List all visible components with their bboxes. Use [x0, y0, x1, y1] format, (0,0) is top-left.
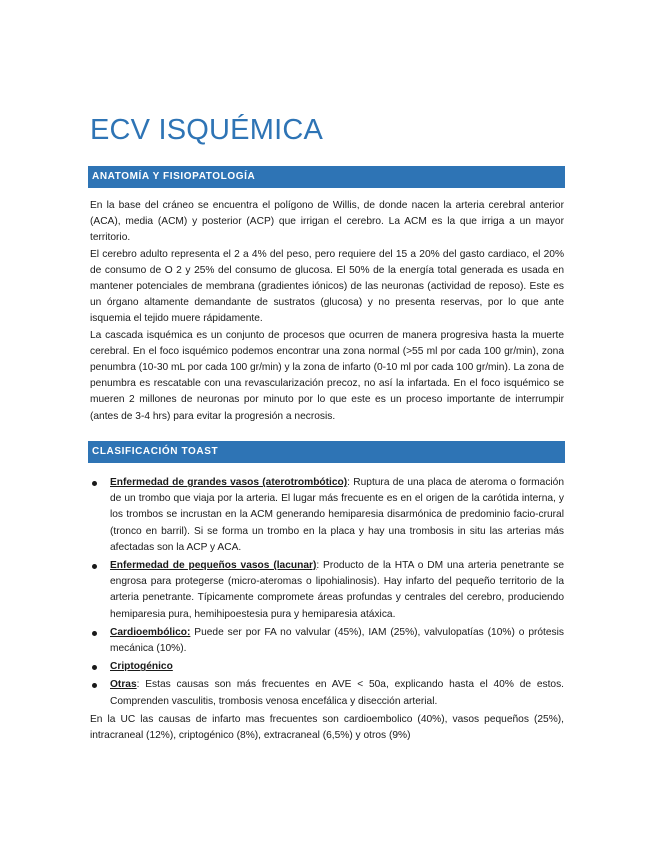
list-item [90, 558, 564, 623]
paragraph: El cerebro adulto representa el 2 a 4% del peso, pero requiere del 15 a 20% del gasto cardiaco, el 20% de consumo de O 2 y 25% del consumo de glucosa. El 50% de la energía total generada es usada en mantener potenciales de membrana (gradientes iónicos) de las neuronas (actividad de reposo). Este es un órgano altamente demandante de sustratos (glucosa) y no presenta reservas, por lo que ante isquemia el tejido muere rápidamente. [90, 248, 564, 325]
section-heading-anatomia: ANATOMÍA Y FISIOPATOLOGÍA [88, 166, 565, 188]
bullet-icon [92, 564, 97, 569]
toast-list [90, 475, 564, 712]
paragraph: La cascada isquémica es un conjunto de procesos que ocurren de manera progresiva hasta la muerte cerebral. En el foco isquémico podemos encontrar una zona normal (>55 ml por cada 100 gr/min), zona penumbra (10-30 mL por cada 100 gr/min) y la zona de infarto (0-10 ml por cada 100 gr/min). La zona de penumbra es rescatable con una revascularización precoz, no así la infartada. En el foco isquémico se mueren 2 millones de neuronas por minuto por lo que este es un proceso importante de interrumpir (antes de 3-4 hrs) para evitar la progresión a necrosis. [90, 329, 564, 422]
paragraph: En la base del cráneo se encuentra el polígono de Willis, de donde nacen la arteria cerebral anterior (ACA), media (ACM) y posterior (ACP) que irrigan el cerebro. La ACM es la que irriga a un mayor territorio. [90, 200, 564, 244]
list-item-term: Enfermedad de pequeños vasos (lacunar) [110, 560, 317, 572]
list-item-term: Enfermedad de grandes vasos (aterotrombótico) [110, 477, 348, 488]
list-item-text: Puede ser por FA no valvular (45%), IAM (25%), valvulopatías (10%) o prótesis mecánica (10%). [110, 626, 564, 655]
document-title: ECV ISQUÉMICA [90, 114, 324, 146]
list-item [90, 677, 564, 709]
closing-paragraph: En la UC las causas de infarto mas frecuentes son cardioembolico (40%), vasos pequeños (25%), intracraneal (12%), criptogénico (8%), extracraneal (6,5%) y otros (9%) [90, 714, 564, 742]
bullet-icon [92, 631, 97, 636]
list-item-term: Cardioembólico: [110, 626, 191, 638]
list-item-text: : Estas causas son más frecuentes en AVE < 50a, explicando hasta el 40% de estos. Comprenden vasculitis, trombosis venosa encefálica y disección arterial. [110, 679, 564, 707]
list-item [90, 659, 564, 675]
section-heading-toast: CLASIFICACIÓN TOAST [88, 441, 565, 463]
list-item-term: Criptogénico [110, 661, 173, 673]
list-item [90, 625, 564, 657]
list-item-text: : Ruptura de una placa de ateroma o formación de un trombo que viaja por la arteria. El lugar más frecuente es en el origen de la carótida interna, y los trombos se incrustan en la ACM generando hemiparesia disarmónica de predominio facio-crural (tronco en barril). Si se forma un trombo en la placa y hay una trombosis in situ las arterias más afectadas son la ACP y ACA. [110, 477, 565, 553]
bullet-icon [92, 665, 97, 670]
bullet-icon [92, 481, 97, 486]
section-body-anatomia [90, 198, 564, 425]
list-item-text: : Producto de la HTA o DM una arteria penetrante se engrosa para protegerse (micro-ateromas o lipohialinosis). Hay infarto del pequeño territorio de la arteria penetrante. Típicamente compromete áreas profundas y centrales del cerebro, produciendo hemiparesia pura, hemihipoestesia pura y hemiparesia atáxica. [110, 560, 564, 620]
list-item [90, 475, 564, 556]
list-item-term: Otras [110, 679, 137, 691]
bullet-icon [92, 683, 97, 688]
